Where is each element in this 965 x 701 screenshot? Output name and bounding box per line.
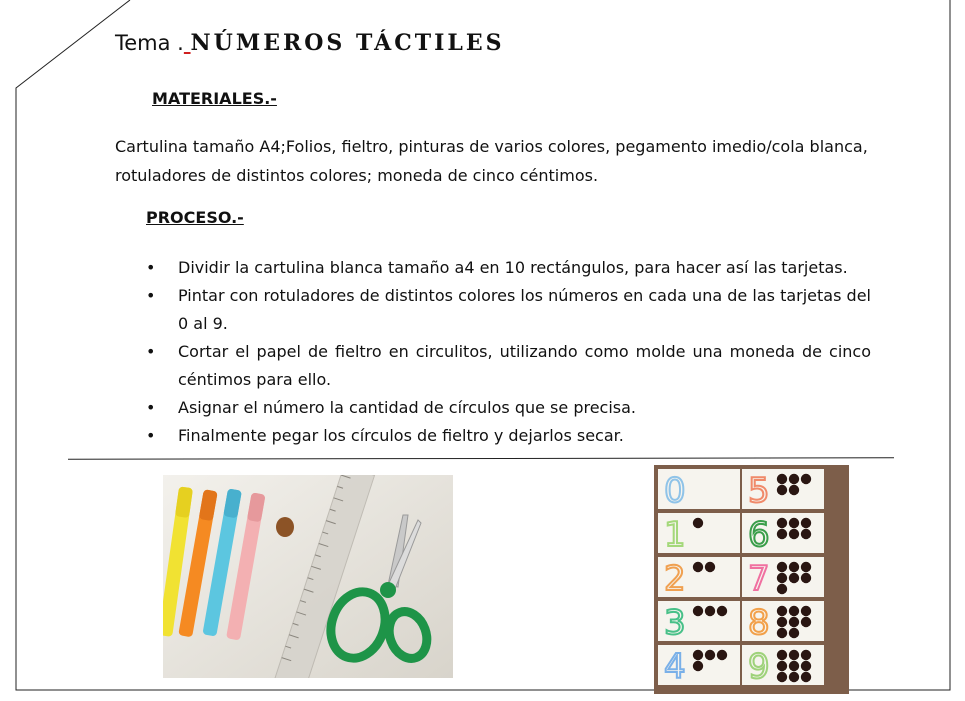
card-digit: 8 bbox=[748, 603, 770, 643]
step-text: Cortar el papel de fieltro en circulitos, utilizando como molde una moneda de cinco céntimos para ello. bbox=[178, 342, 871, 389]
number-cards-drawing bbox=[654, 465, 849, 694]
felt-dot bbox=[705, 650, 715, 660]
materials-photo-drawing bbox=[163, 475, 453, 678]
felt-dot bbox=[705, 562, 715, 572]
felt-dot bbox=[705, 606, 715, 616]
list-item bbox=[146, 338, 871, 394]
number-card bbox=[658, 469, 740, 511]
list-item bbox=[146, 394, 871, 422]
felt-dot bbox=[801, 606, 811, 616]
step-text: Pintar con rotuladores de distintos colores los números en cada una de las tarjetas del 0 al 9. bbox=[178, 286, 871, 333]
number-card bbox=[658, 557, 740, 599]
list-item bbox=[146, 254, 871, 282]
felt-dot bbox=[801, 617, 811, 627]
felt-dot bbox=[801, 661, 811, 671]
number-card bbox=[742, 557, 824, 599]
felt-dot bbox=[801, 562, 811, 572]
felt-dot bbox=[777, 628, 787, 638]
bullet-icon: • bbox=[146, 258, 156, 277]
materials-heading: MATERIALES.- bbox=[152, 89, 277, 108]
step-text: Asignar el número la cantidad de círculos que se precisa. bbox=[178, 398, 637, 417]
card-digit: 2 bbox=[664, 559, 686, 599]
felt-dot bbox=[801, 573, 811, 583]
list-item bbox=[146, 422, 871, 450]
felt-dot bbox=[777, 584, 787, 594]
topic-line bbox=[115, 30, 505, 56]
number-cards-photo bbox=[654, 465, 849, 694]
number-card bbox=[742, 645, 824, 687]
step-text: Finalmente pegar los círculos de fieltro y dejarlos secar. bbox=[178, 426, 624, 445]
number-card bbox=[658, 645, 740, 687]
felt-dot bbox=[777, 562, 787, 572]
step-text: Dividir la cartulina blanca tamaño a4 en 10 rectángulos, para hacer así las tarjetas. bbox=[178, 258, 848, 277]
number-card bbox=[658, 601, 740, 643]
felt-dot bbox=[777, 606, 787, 616]
topic-separator bbox=[184, 31, 191, 55]
felt-dot bbox=[789, 562, 799, 572]
felt-dot bbox=[801, 650, 811, 660]
topic-label: Tema . bbox=[115, 31, 184, 55]
felt-dot bbox=[717, 650, 727, 660]
felt-dot bbox=[801, 518, 811, 528]
felt-dot bbox=[789, 628, 799, 638]
bullet-icon: • bbox=[146, 342, 156, 361]
card-digit: 5 bbox=[748, 471, 770, 511]
felt-dot bbox=[789, 485, 799, 495]
process-heading: PROCESO.- bbox=[146, 208, 244, 227]
felt-dot bbox=[789, 573, 799, 583]
card-digit: 6 bbox=[748, 515, 770, 555]
felt-dot bbox=[777, 650, 787, 660]
number-card bbox=[742, 601, 824, 643]
bullet-icon: • bbox=[146, 286, 156, 305]
felt-dot bbox=[777, 474, 787, 484]
card-digit: 7 bbox=[748, 559, 770, 599]
felt-dot bbox=[789, 529, 799, 539]
felt-dot bbox=[777, 518, 787, 528]
page-title: NÚMEROS TÁCTILES bbox=[190, 30, 505, 56]
felt-dot bbox=[801, 529, 811, 539]
felt-dot bbox=[789, 661, 799, 671]
felt-dot bbox=[693, 562, 703, 572]
felt-dot bbox=[717, 606, 727, 616]
felt-dot bbox=[693, 650, 703, 660]
card-digit: 4 bbox=[664, 647, 686, 687]
felt-dot bbox=[789, 617, 799, 627]
materials-photo bbox=[163, 475, 453, 678]
felt-dot bbox=[777, 672, 787, 682]
number-card bbox=[742, 513, 824, 555]
card-digit: 3 bbox=[664, 603, 686, 643]
list-item bbox=[146, 282, 871, 338]
felt-dot bbox=[777, 485, 787, 495]
card-digit: 0 bbox=[664, 471, 686, 511]
felt-dot bbox=[693, 606, 703, 616]
card-digit: 1 bbox=[664, 515, 686, 555]
card-digit: 9 bbox=[748, 647, 770, 687]
process-steps bbox=[146, 254, 871, 450]
felt-dot bbox=[789, 518, 799, 528]
bullet-icon: • bbox=[146, 426, 156, 445]
number-card bbox=[742, 469, 824, 511]
felt-dot bbox=[777, 617, 787, 627]
felt-dot bbox=[693, 518, 703, 528]
felt-dot bbox=[777, 573, 787, 583]
felt-dot bbox=[789, 672, 799, 682]
materials-text: Cartulina tamaño A4;Folios, fieltro, pinturas de varios colores, pegamento imedio/cola blanca, rotuladores de distintos colores; moneda de cinco céntimos. bbox=[115, 137, 868, 185]
felt-dot bbox=[789, 606, 799, 616]
bullet-icon: • bbox=[146, 398, 156, 417]
felt-dot bbox=[693, 661, 703, 671]
felt-dot bbox=[801, 672, 811, 682]
felt-dot bbox=[777, 529, 787, 539]
felt-dot bbox=[789, 474, 799, 484]
number-card bbox=[658, 513, 740, 555]
felt-dot bbox=[789, 650, 799, 660]
felt-dot bbox=[777, 661, 787, 671]
felt-dot bbox=[801, 474, 811, 484]
